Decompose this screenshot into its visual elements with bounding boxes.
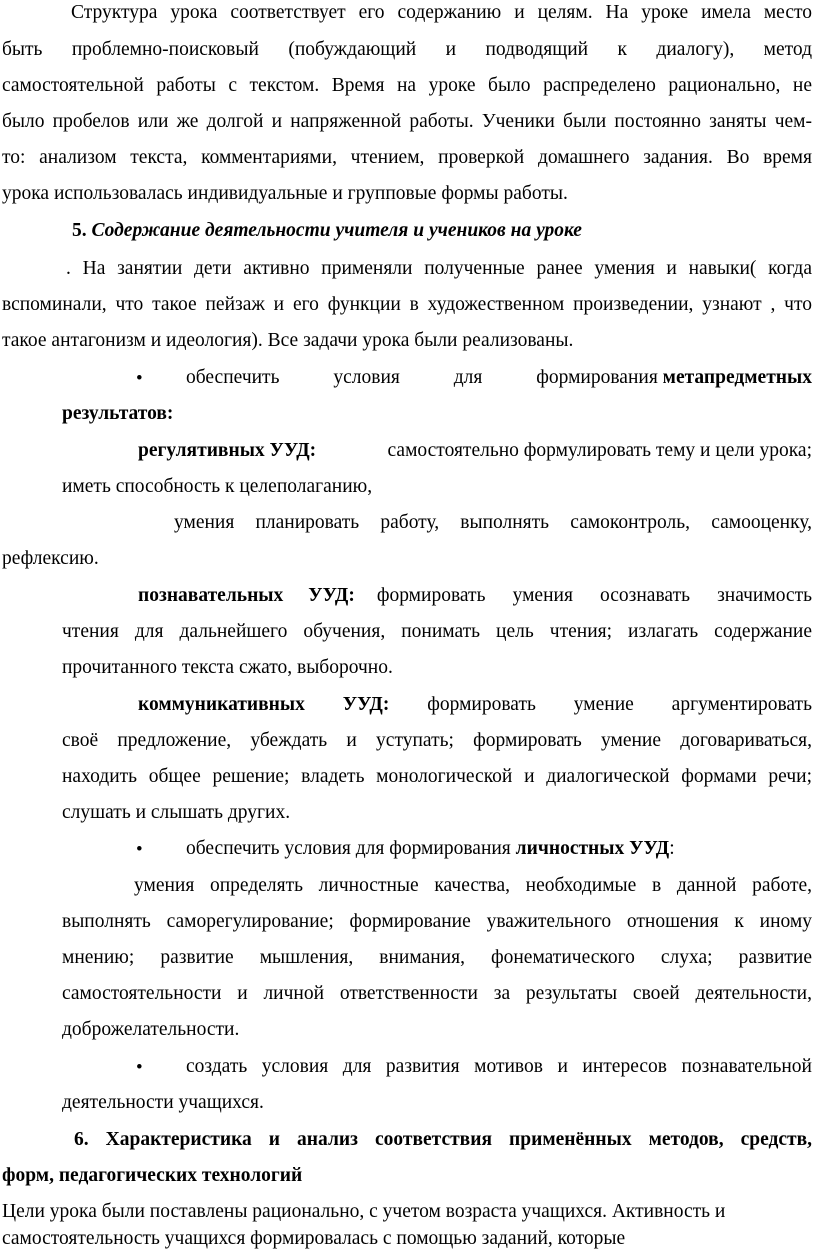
- communicative-line: [138, 694, 812, 716]
- text-line: своё предложение, убеждать и уступать; формировать умение договариваться,: [62, 730, 812, 751]
- text-line: быть проблемно-поисковый (побуждающий и подводящий к диалогу), метод: [2, 39, 812, 60]
- heading-separator: .: [81, 220, 92, 241]
- cognitive-text: формировать умения осознавать значимость: [376, 585, 812, 606]
- bullet-item-metasubject: [186, 367, 812, 389]
- text-line: Цели урока были поставлены рационально, с учетом возраста учащихся. Активность и: [2, 1201, 726, 1222]
- bullet-tail: :: [669, 838, 675, 859]
- text-line: такое антагонизм и идеология). Все задачи урока были реализованы.: [2, 330, 574, 351]
- heading-number: 5: [72, 220, 82, 241]
- bullet-bold: личностных УУД: [515, 838, 670, 859]
- text-line: то: анализом текста, комментариями, чтением, проверкой домашнего задания. Во время: [2, 147, 812, 168]
- text-line: слушать и слышать других.: [62, 802, 291, 823]
- text-line: мнению; развитие мышления, внимания, фонематического слуха; развитие: [62, 947, 812, 968]
- bullet-icon: •: [136, 839, 143, 860]
- section-heading-6: [74, 1129, 812, 1151]
- bullet-word: условия: [333, 367, 400, 388]
- communicative-label: коммуникативных: [138, 694, 305, 715]
- text-line: было пробелов или же долгой и напряженной работы. Ученики были постоянно заняты чем-: [2, 111, 812, 132]
- heading-title: Содержание деятельности учителя и учеников на уроке: [91, 220, 582, 241]
- communicative-word: умение: [573, 694, 634, 715]
- heading-title: Характеристика и анализ соответствия применённых методов, средств,: [105, 1129, 812, 1150]
- heading-separator: .: [83, 1129, 106, 1150]
- text-line: умения планировать работу, выполнять самоконтроль, самооценку,: [174, 512, 812, 533]
- regulative-text: самостоятельно формулировать тему и цели урока;: [387, 440, 812, 461]
- bullet-bold: метапредметных: [662, 367, 812, 388]
- text-line: находить общее решение; владеть монологической и диалогической формами речи;: [62, 766, 812, 787]
- text-line: деятельности учащихся.: [62, 1092, 264, 1113]
- bullet-icon: •: [136, 1057, 143, 1078]
- text-line: самостоятельность учащихся формировалась с помощью заданий, которые: [2, 1228, 626, 1249]
- heading-title-continuation: форм, педагогических технологий: [2, 1165, 303, 1186]
- text-line: чтения для дальнейшего обучения, понимать цель чтения; излагать содержание: [62, 621, 812, 642]
- heading-number: 6: [74, 1129, 84, 1150]
- bullet-word: обеспечить: [186, 367, 280, 388]
- bullet-text: обеспечить условия для формирования: [186, 838, 516, 859]
- bullet-icon: •: [136, 368, 143, 389]
- cognitive-line: [138, 585, 812, 607]
- regulative-label: регулятивных УУД:: [138, 440, 317, 461]
- text-line: вспоминали, что такое пейзаж и его функции в художественном произведении, узнают , что: [2, 294, 812, 315]
- text-line: . На занятии дети активно применяли полученные ранее умения и навыки( когда: [66, 258, 812, 279]
- bullet-item-motives: создать условия для развития мотивов и интересов познавательной: [186, 1056, 812, 1077]
- cognitive-label: познавательных: [138, 585, 284, 606]
- communicative-label-uud: УУД:: [342, 694, 390, 715]
- text-line: иметь способность к целеполаганию,: [62, 476, 373, 497]
- bullet-word: формирования: [536, 367, 658, 388]
- text-line: самостоятельности и личной ответственности за результаты своей деятельности,: [62, 983, 812, 1004]
- communicative-word: формировать: [427, 694, 536, 715]
- regulative-line: [138, 440, 812, 462]
- bullet-word: для: [453, 367, 483, 388]
- communicative-word: аргументировать: [671, 694, 812, 715]
- cognitive-label-uud: УУД:: [308, 585, 355, 606]
- text-line: урока использовалась индивидуальные и групповые формы работы.: [2, 183, 568, 204]
- text-line: прочитанного текста сжато, выборочно.: [62, 657, 393, 678]
- text-line: Структура урока соответствует его содержанию и целям. На уроке имела место: [71, 2, 812, 23]
- text-line: самостоятельной работы с текстом. Время на уроке было распределено рационально, не: [2, 75, 812, 96]
- text-line: умения определять личностные качества, необходимые в данной работе,: [134, 875, 812, 896]
- bullet-item-personal: [186, 838, 816, 860]
- text-line: доброжелательности.: [62, 1019, 240, 1040]
- bullet-continuation: результатов:: [62, 403, 174, 424]
- section-heading-5: [72, 220, 816, 242]
- text-line: выполнять саморегулирование; формирование уважительного отношения к иному: [62, 911, 812, 932]
- text-line: рефлексию.: [2, 548, 99, 569]
